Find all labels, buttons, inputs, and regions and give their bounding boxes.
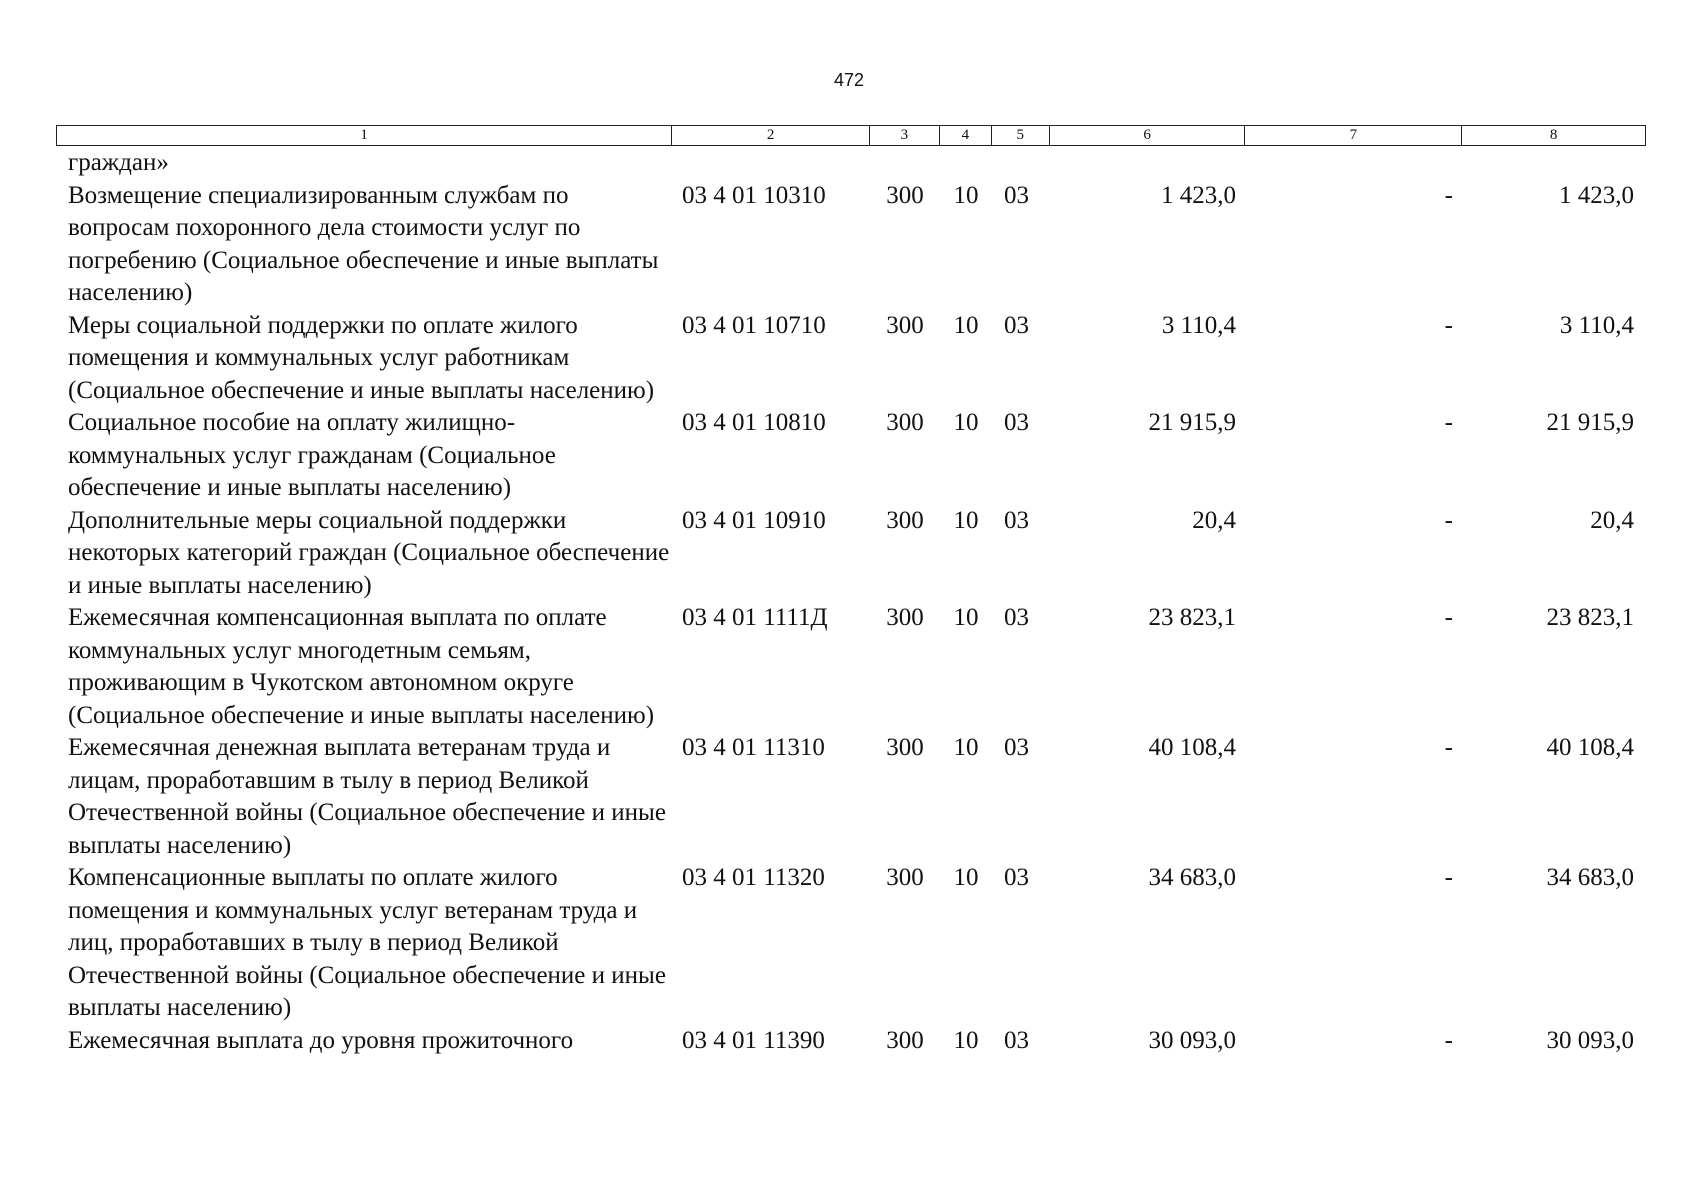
row-col6: 40 108,4: [1148, 734, 1236, 761]
row-col3: 300: [886, 181, 924, 209]
row-col3: [870, 147, 940, 180]
row-col7: -: [1444, 311, 1453, 339]
row-col6: 23 823,1: [1148, 604, 1236, 631]
row-col7: -: [1444, 409, 1453, 436]
row-col8: 21 915,9: [1546, 409, 1634, 436]
row-col5: 03: [1004, 864, 1029, 891]
row-col6: 34 683,0: [1148, 864, 1236, 891]
row-description: граждан»: [68, 149, 169, 176]
row-col3: 300: [886, 604, 924, 631]
row-col8: 1 423,0: [1559, 181, 1634, 209]
row-col4: 10: [953, 1026, 979, 1054]
row-col8: 40 108,4: [1546, 734, 1634, 761]
page-number: 472: [833, 70, 865, 90]
row-col6: [1050, 147, 1246, 180]
row-col4: 10: [953, 311, 979, 339]
row-description: Компенсационные выплаты по оплате жилого помещения и коммунальных услуг ветеранам труда и лиц, проработавших в тылу в период Великой Отечественной войны (Социальное обеспечение и иные выплаты населению): [68, 864, 666, 1021]
row-col6: 30 093,0: [1148, 1026, 1236, 1054]
table-row: [56, 602, 1646, 732]
column-header: 3: [870, 126, 940, 145]
row-col8: 34 683,0: [1546, 864, 1634, 891]
row-col5: 03: [1004, 1026, 1029, 1054]
table-row: [56, 862, 1646, 1025]
row-code: 03 4 01 11320: [682, 864, 825, 891]
row-col7: -: [1444, 604, 1453, 631]
row-col7: -: [1444, 181, 1453, 209]
row-col4: 10: [953, 864, 979, 891]
row-description: Возмещение специализированным службам по вопросам похоронного дела стоимости услуг по погребению (Социальное обеспечение и иные выплаты населению): [68, 181, 659, 306]
row-col3: 300: [886, 311, 924, 339]
row-col7: -: [1444, 734, 1453, 761]
column-header: 1: [57, 126, 672, 145]
table-row: [56, 505, 1646, 603]
row-description: Дополнительные меры социальной поддержки некоторых категорий граждан (Социальное обеспечение и иные выплаты населению): [68, 506, 670, 599]
row-description: Меры социальной поддержки по оплате жилого помещения и коммунальных услуг работникам (Социальное обеспечение и иные выплаты населению): [68, 311, 655, 404]
column-header: 5: [992, 126, 1050, 145]
row-col4: 10: [953, 409, 979, 436]
row-col5: 03: [1004, 604, 1029, 631]
row-col6: 1 423,0: [1161, 181, 1236, 209]
row-col5: 03: [1004, 506, 1029, 534]
row-code: 03 4 01 11310: [682, 734, 825, 761]
row-col4: 10: [953, 181, 979, 209]
row-col8: 30 093,0: [1546, 1026, 1634, 1054]
row-col8: 20,4: [1590, 506, 1634, 534]
row-col3: 300: [886, 409, 924, 436]
row-col3: 300: [886, 506, 924, 534]
row-code: 03 4 01 10310: [682, 181, 826, 209]
column-header: 6: [1050, 126, 1246, 145]
table-header: [56, 125, 1646, 146]
table-row: [56, 1025, 1646, 1058]
row-col5: 03: [1004, 734, 1029, 761]
row-description: Социальное пособие на оплату жилищно-коммунальных услуг гражданам (Социальное обеспечение и иные выплаты населению): [68, 409, 556, 501]
table-body: [56, 147, 1646, 1057]
row-description: Ежемесячная компенсационная выплата по оплате коммунальных услуг многодетным семьям, проживающим в Чукотском автономном округе (Социальное обеспечение и иные выплаты населению): [68, 604, 655, 729]
column-header: 2: [672, 126, 870, 145]
row-col8: 3 110,4: [1559, 311, 1634, 339]
row-col8: [1463, 147, 1646, 180]
column-header: 8: [1549, 127, 1558, 143]
row-col5: 03: [1004, 181, 1029, 209]
row-code: 03 4 01 10910: [682, 506, 826, 534]
row-col4: 10: [953, 506, 979, 534]
row-col6: 21 915,9: [1148, 409, 1236, 436]
row-col3: 300: [886, 1026, 924, 1054]
table-row: [56, 147, 1646, 180]
row-col3: 300: [886, 734, 924, 761]
column-header: 7: [1245, 126, 1462, 145]
table-row: [56, 310, 1646, 408]
row-col7: [1246, 147, 1463, 180]
row-col4: 10: [953, 604, 979, 631]
row-col5: 03: [1004, 311, 1029, 339]
row-description: Ежемесячная денежная выплата ветеранам труда и лицам, проработавшим в тылу в период Великой Отечественной войны (Социальное обеспечение и иные выплаты населению): [68, 734, 666, 859]
row-col5: [992, 147, 1050, 180]
row-code: [672, 147, 870, 180]
row-code: 03 4 01 10710: [682, 311, 826, 339]
row-col6: 20,4: [1192, 506, 1236, 534]
row-code: 03 4 01 10810: [682, 409, 826, 436]
row-col4: 10: [953, 734, 979, 761]
row-col6: 3 110,4: [1161, 311, 1236, 339]
table-row: [56, 180, 1646, 310]
row-col3: 300: [886, 864, 924, 891]
row-code: 03 4 01 1111Д: [682, 604, 828, 631]
row-col7: -: [1444, 864, 1453, 891]
table-row: [56, 732, 1646, 862]
row-col7: -: [1444, 506, 1453, 534]
row-col4: [940, 147, 992, 180]
row-description: Ежемесячная выплата до уровня прожиточного: [68, 1026, 574, 1054]
row-col5: 03: [1004, 409, 1029, 436]
table-row: [56, 407, 1646, 505]
row-code: 03 4 01 11390: [682, 1026, 825, 1054]
row-col8: 23 823,1: [1546, 604, 1634, 631]
column-header: 4: [940, 126, 992, 145]
row-col7: -: [1444, 1026, 1453, 1054]
